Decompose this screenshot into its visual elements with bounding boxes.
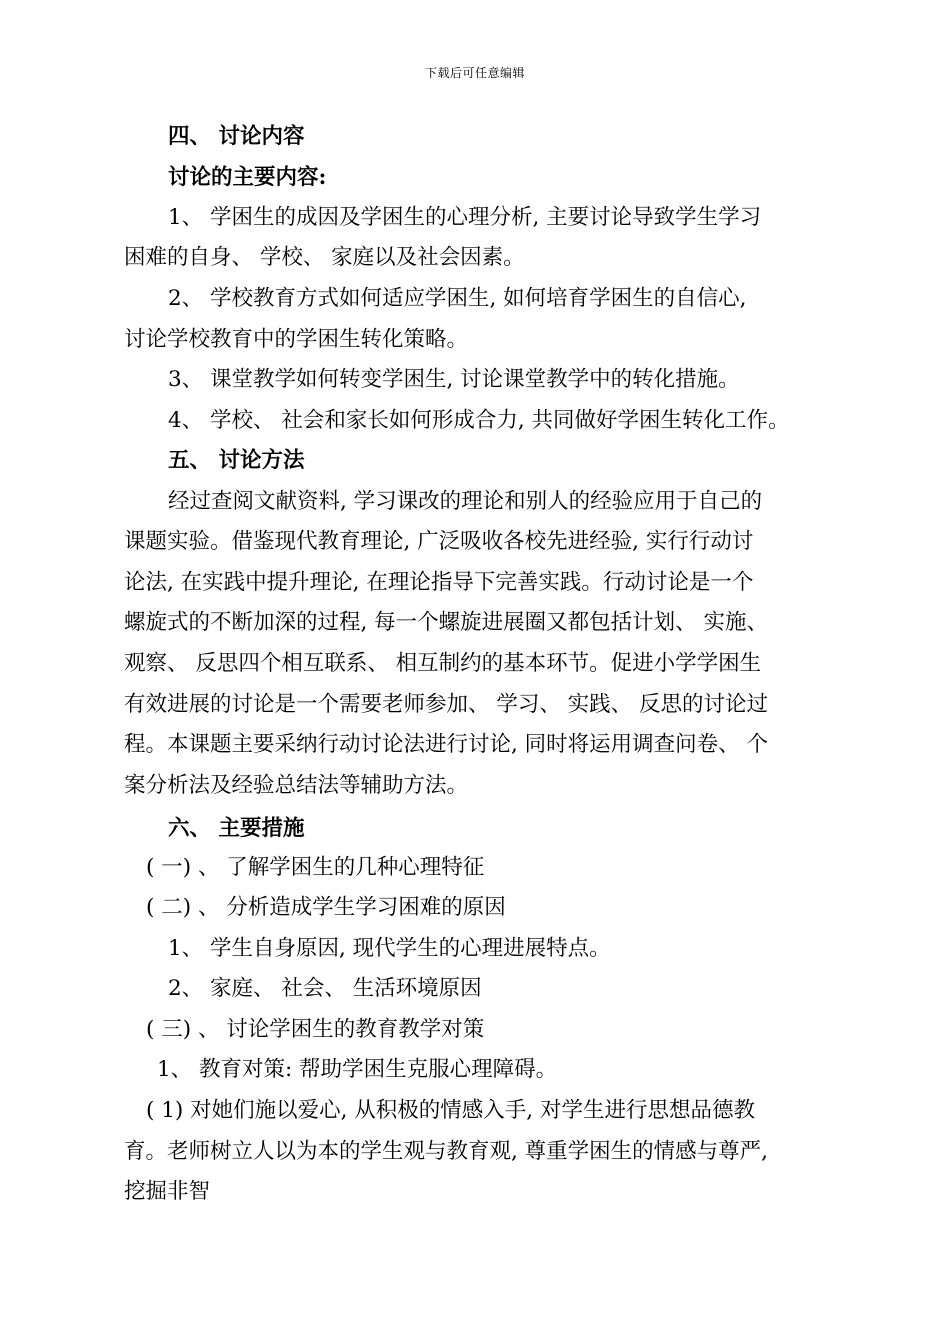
content-item-1: 1、 学困生的成因及学困生的心理分析, 主要讨论导致学生学习 [168,205,762,230]
method-paragraph-line: 经过查阅文献资料, 学习课改的理论和别人的经验应用于自己的 [168,489,763,514]
strategy-item-1: 1、 教育对策: 帮助学困生克服心理障碍。 [157,1057,558,1082]
subheading-main-content: 讨论的主要内容: [168,165,327,190]
measure-item-1: ( 一) 、 了解学困生的几种心理特征 [146,855,485,880]
method-paragraph-line: 观察、 反思四个相互联系、 相互制约的基本环节。促进小学学困生 [124,651,762,676]
content-item-2-cont: 讨论学校教育中的学困生转化策略。 [124,327,469,352]
strategy-detail-line: ( 1) 对她们施以爱心, 从积极的情感入手, 对学生进行思想品德教 [146,1098,755,1123]
strategy-detail-line: 育。老师树立人以为本的学生观与教育观, 尊重学困生的情感与尊严, [124,1139,769,1164]
measure-subitem-2: 2、 家庭、 社会、 生活环境原因 [168,976,482,1001]
content-item-4: 4、 学校、 社会和家长如何形成合力, 共同做好学困生转化工作。 [168,408,790,433]
method-paragraph-line: 有效进展的讨论是一个需要老师参加、 学习、 实践、 反思的讨论过 [124,692,769,717]
section-heading-6: 六、 主要措施 [168,816,305,841]
method-paragraph-line: 论法, 在实践中提升理论, 在理论指导下完善实践。行动讨论是一个 [124,570,754,595]
content-item-2: 2、 学校教育方式如何适应学困生, 如何培育学困生的自信心, [168,286,747,311]
method-paragraph-line: 案分析法及经验总结法等辅助方法。 [124,773,469,798]
header-note: 下载后可任意编辑 [424,66,525,80]
measure-item-2: ( 二) 、 分析造成学生学习困难的原因 [146,895,506,920]
measure-item-3: ( 三) 、 讨论学困生的教育教学对策 [146,1017,485,1042]
section-heading-4: 四、 讨论内容 [168,124,305,149]
measure-subitem-1: 1、 学生自身原因, 现代学生的心理进展特点。 [168,936,611,961]
method-paragraph-line: 螺旋式的不断加深的过程, 每一个螺旋进展圈又都包括计划、 实施、 [124,610,769,635]
section-heading-5: 五、 讨论方法 [168,448,305,473]
content-item-1-cont: 困难的自身、 学校、 家庭以及社会因素。 [124,245,525,270]
method-paragraph-line: 程。本课题主要采纳行动讨论法进行讨论, 同时将运用调查问卷、 个 [124,732,769,757]
method-paragraph-line: 课题实验。借鉴现代教育理论, 广泛吸收各校先进经验, 实行行动讨 [124,529,754,554]
content-item-3: 3、 课堂教学如何转变学困生, 讨论课堂教学中的转化措施。 [168,367,740,392]
strategy-detail-line: 挖掘非智 [124,1179,211,1204]
